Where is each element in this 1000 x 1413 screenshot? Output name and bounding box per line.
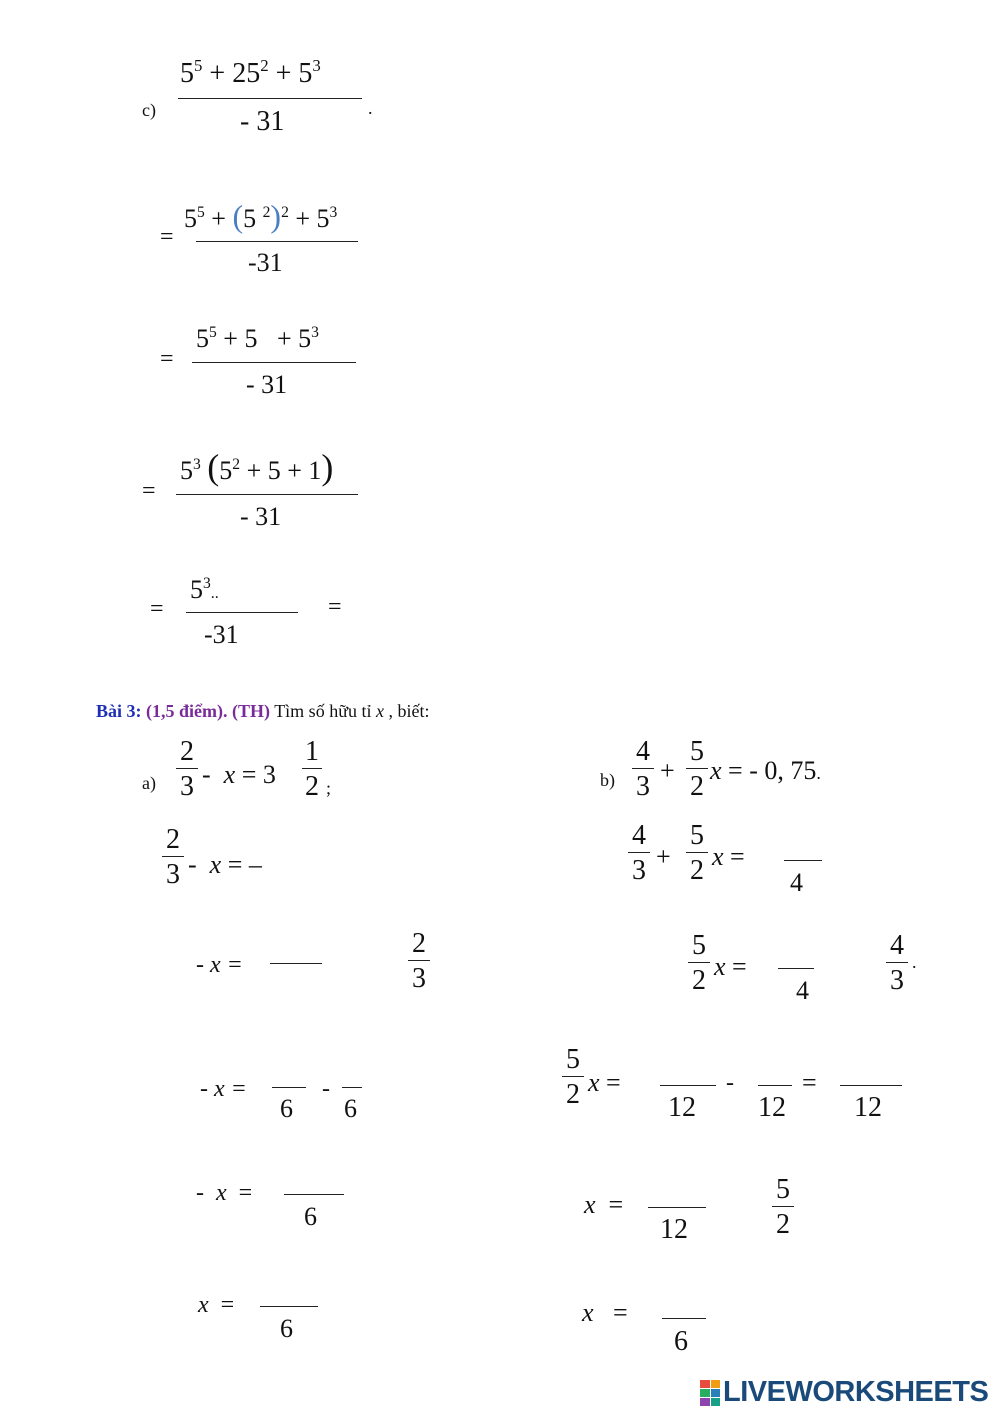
bai3-var: x (375, 701, 384, 721)
c0-base-a: 5 (180, 58, 194, 89)
b-s3-den-2: 12 (758, 1092, 786, 1123)
b-s1-fraction-1 (628, 822, 650, 885)
c3-inner-exp: 2 (232, 455, 241, 473)
c2-numerator (196, 324, 319, 354)
c-step0-numerator (180, 58, 321, 90)
b-s4-lhs (584, 1190, 623, 1220)
c2-denominator: - 31 (246, 370, 288, 399)
c1-denominator: -31 (248, 248, 283, 277)
b-s1-den: 4 (790, 868, 803, 897)
b-s3-eq-2: = (802, 1068, 817, 1097)
b-s2-num-2: 4 (890, 930, 904, 961)
c2-base-a: 5 (196, 324, 209, 353)
b-s4-blank (648, 1207, 706, 1208)
b-problem-fraction-1 (632, 738, 654, 801)
a-s1-num: 2 (166, 824, 180, 855)
c1-paren-right: ) (270, 198, 282, 234)
b-problem-num-1: 4 (636, 736, 650, 767)
bai3-prompt-end: , biết: (388, 701, 430, 721)
b-s2-rhs (714, 952, 747, 982)
a-problem-x: x (223, 760, 236, 789)
c2-exp-c: 3 (311, 323, 319, 341)
b-s3-minus: - (726, 1070, 734, 1096)
b-s3-den: 2 (566, 1079, 580, 1110)
b-s4-x: x (584, 1190, 596, 1219)
a-s1-blank: – (248, 850, 262, 879)
c4-dots: .. (210, 585, 219, 602)
a-s4-lhs (196, 1180, 252, 1207)
c4-equals: = (150, 596, 164, 622)
c3-inner-rest: + 5 + 1 (246, 456, 322, 485)
c0-plus-2: + (275, 58, 292, 89)
c1-inner-exp: 2 (262, 203, 271, 221)
logo-tile (711, 1389, 721, 1397)
b-s1-num-1: 4 (632, 820, 646, 851)
b-problem-plus: + (660, 756, 675, 785)
b-problem-value: - 0, 75 (749, 756, 817, 785)
b-problem-dot: . (816, 763, 821, 783)
a-s1-minus: - (188, 850, 197, 879)
bai3-prompt: Tìm số hữu tỉ (274, 701, 372, 721)
b-s4-num: 5 (776, 1174, 790, 1205)
c1-base-c: 5 (316, 204, 330, 233)
a-s5-lhs (198, 1292, 234, 1319)
b-problem-fraction-2 (686, 738, 708, 801)
b-s1-plus: + (656, 842, 671, 871)
bai3-heading (96, 701, 429, 722)
b-s1-eq: = (730, 842, 745, 871)
a-s4-den: 6 (304, 1202, 317, 1231)
c4-equals-2: = (328, 594, 342, 620)
b-problem-num-2: 5 (690, 736, 704, 767)
a-problem-expr (202, 760, 276, 790)
liveworksheets-logo (700, 1376, 988, 1409)
c1-exp-a: 5 (197, 203, 205, 221)
c3-numerator (180, 446, 333, 488)
logo-tile (700, 1380, 710, 1388)
c1-exp-c: 3 (329, 203, 338, 221)
b-s1-rhs (712, 842, 745, 872)
c1-outer-exp: 2 (281, 203, 289, 221)
part-c-label: c) (142, 100, 156, 120)
a-s2-blank (270, 963, 322, 964)
c1-paren-left: ( (232, 198, 244, 234)
part-a-label: a) (142, 773, 156, 793)
bai3-title: Bài 3: (96, 701, 142, 721)
a-s4-x: x (216, 1180, 227, 1206)
b-s1-fraction-2 (686, 822, 708, 885)
bai3-points: (1,5 điểm). (TH) (146, 701, 270, 721)
logo-tile (700, 1389, 710, 1397)
c1-base-a: 5 (184, 204, 197, 233)
b-s1-den-2: 2 (690, 855, 704, 886)
c4-base: 5 (190, 575, 203, 604)
logo-tile (711, 1398, 721, 1406)
b-problem-rhs (710, 756, 821, 786)
b-s2-x: x (714, 952, 726, 981)
c4-exp: 3 (203, 574, 211, 592)
b-s2-eq: = (732, 952, 747, 981)
c0-fraction-bar (178, 98, 362, 99)
b-s2-fraction-2 (886, 932, 908, 995)
a-s2-lhs: - x = (196, 952, 243, 978)
b-s5-eq: = (613, 1298, 628, 1327)
c0-base-c: 5 (298, 58, 313, 89)
a-s5-den: 6 (280, 1314, 293, 1343)
c0-plus-1: + (209, 58, 226, 89)
a-s5-eq: = (220, 1292, 235, 1318)
a-problem-fraction (176, 738, 198, 801)
c2-fraction-bar (192, 362, 356, 363)
a-mixed-num: 1 (305, 736, 319, 767)
a-s3-blank-2 (342, 1087, 362, 1088)
c3-denominator: - 31 (240, 502, 282, 531)
b-s2-blank (778, 968, 814, 969)
b-s4-fraction (772, 1176, 794, 1239)
b-s4-den: 12 (660, 1214, 688, 1245)
b-s4-eq: = (608, 1190, 624, 1219)
c3-base: 5 (180, 456, 193, 485)
b-s2-num: 5 (692, 930, 706, 961)
c0-exp-c: 3 (312, 56, 321, 76)
b-s3-x: x (588, 1068, 600, 1097)
b-s2-dot: . (912, 952, 917, 972)
a-s3-blank-1 (272, 1087, 306, 1088)
b-s3-eq: = (606, 1068, 621, 1097)
b-s3-fraction (562, 1046, 584, 1109)
a-s2-den: 3 (412, 963, 426, 994)
a-s2-num: 2 (412, 928, 426, 959)
b-s5-blank (662, 1318, 706, 1319)
a-s1-eq: = (227, 850, 243, 879)
b-problem-eq: = (728, 756, 743, 785)
c3-fraction-bar (176, 494, 358, 495)
a-s1-x: x (209, 850, 222, 879)
a-s1-fraction (162, 826, 184, 889)
c1-plus-1: + (211, 204, 226, 233)
a-problem-eq: = (241, 760, 257, 789)
liveworksheets-logo-text: LIVEWORKSHEETS (723, 1376, 989, 1408)
b-s4-den-2: 2 (776, 1209, 790, 1240)
b-s5-lhs (582, 1298, 628, 1328)
a-s3-minus: - (322, 1076, 330, 1102)
b-s3-blank-2 (758, 1085, 792, 1086)
c0-exp-b: 2 (260, 56, 269, 76)
c3-equals: = (142, 478, 156, 504)
b-problem-x: x (710, 756, 722, 785)
a-s5-x: x (198, 1292, 209, 1318)
c0-exp-a: 5 (194, 56, 203, 76)
c2-plus-2: + (276, 324, 292, 353)
b-s1-x: x (712, 842, 724, 871)
c3-paren-left: ( (207, 447, 220, 487)
b-s1-blank (784, 860, 822, 861)
liveworksheets-logo-icon (700, 1380, 720, 1406)
c0-base-b: 25 (232, 58, 261, 89)
c1-plus-2: + (295, 204, 311, 233)
a-problem-mixed-fraction (302, 738, 322, 801)
a-problem-whole: 3 (262, 760, 276, 789)
a-s3-lhs: - x = (200, 1076, 247, 1102)
a-s4-blank (284, 1194, 344, 1195)
b-s3-blank-3 (840, 1085, 902, 1086)
logo-tile (700, 1398, 710, 1406)
b-s2-fraction (688, 932, 710, 995)
b-s3-lhs (588, 1068, 621, 1098)
b-s2-den-2: 3 (890, 965, 904, 996)
a-s4-minus: - (196, 1180, 204, 1206)
a-s1-expr (188, 850, 262, 880)
part-b-label: b) (600, 770, 615, 790)
a-s2-fraction (408, 930, 430, 993)
b-s5-x: x (582, 1298, 594, 1327)
a-s5-blank (260, 1306, 318, 1307)
c1-fraction-bar (196, 241, 358, 242)
c0-denominator: - 31 (240, 106, 285, 137)
c2-plus-1: + (223, 324, 238, 353)
c3-inner-base: 5 (219, 456, 233, 485)
b-s3-den-1: 12 (668, 1092, 696, 1123)
b-problem-den-2: 2 (690, 771, 704, 802)
b-s5-den: 6 (674, 1326, 688, 1357)
c2-base-c: 5 (298, 324, 312, 353)
c1-equals: = (160, 224, 174, 250)
a-s4-eq: = (238, 1180, 253, 1206)
c4-denominator: -31 (204, 620, 239, 649)
logo-tile (711, 1380, 721, 1388)
b-s3-num: 5 (566, 1044, 580, 1075)
a-problem-num: 2 (180, 736, 194, 767)
c4-fraction-bar (186, 612, 298, 613)
c3-paren-right: ) (321, 447, 334, 487)
b-s1-den-1: 3 (632, 855, 646, 886)
a-problem-minus: - (202, 760, 211, 789)
b-s2-den: 4 (796, 976, 809, 1005)
b-problem-den-1: 3 (636, 771, 650, 802)
a-s3-den-1: 6 (280, 1094, 293, 1123)
a-problem-semicolon: ; (326, 778, 332, 798)
c1-numerator (184, 198, 337, 235)
b-s3-den-3: 12 (854, 1092, 882, 1123)
c3-exp: 3 (193, 455, 201, 473)
a-s3-den-2: 6 (344, 1094, 357, 1123)
c4-numerator (190, 575, 219, 605)
b-s3-blank-1 (660, 1085, 716, 1086)
b-s1-num-2: 5 (690, 820, 704, 851)
a-s1-den: 3 (166, 859, 180, 890)
c2-exp-a: 5 (209, 323, 217, 341)
a-problem-den: 3 (180, 771, 194, 802)
c2-base-b: 5 (244, 324, 258, 353)
c1-inner-base: 5 (243, 204, 257, 233)
b-s2-den: 2 (692, 965, 706, 996)
a-mixed-den: 2 (305, 771, 319, 802)
c0-dot: . (368, 98, 373, 118)
c2-equals: = (160, 346, 174, 372)
